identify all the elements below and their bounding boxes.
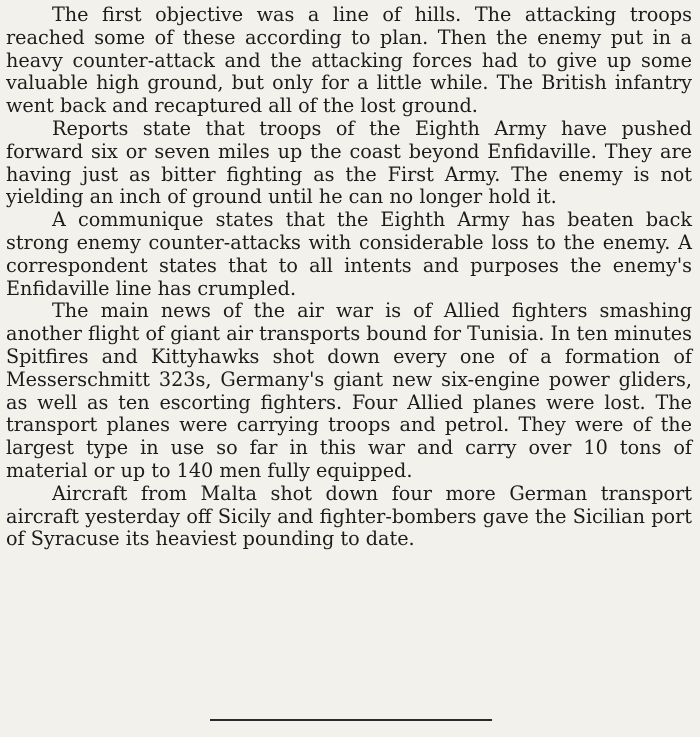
article-paragraph: The first objective was a line of hills. The attacking troops reached some of these according to plan. Then the enemy put in a heavy counter-attack and the attacking forces had to give up some valuable high ground, but only for a little while. The British infantry went back and recaptured all of the lost ground. [6,3,692,118]
article-paragraph: Aircraft from Malta shot down four more German transport aircraft yesterday off Sicily and fighter-bombers gave the Sicilian port of Syracuse its heaviest pounding to date. [6,481,692,551]
article-paragraph: The main news of the air war is of Allied fighters smashing another flight of giant air transports bound for Tunisia. In ten minutes Spitfires and Kittyhawks shot down every one of a formation of Messerschmitt 323s, Germany's giant new six-engine power gliders, as well as ten escorting fighters. Four Allied planes were lost. The transport planes were carrying troops and petrol. They were of the largest type in use so far in this war and carry over 10 tons of material or up to 140 men fully equipped. [6,299,692,482]
article-column [6,4,692,551]
article-paragraph: A communique states that the Eighth Army has beaten back strong enemy counter-attacks with considerable loss to the enemy. A correspondent states that to all intents and purposes the enemy's Enfidaville line has crumpled. [6,208,692,300]
section-divider [210,719,492,721]
article-paragraph: Reports state that troops of the Eighth Army have pushed forward six or seven miles up the coast beyond Enfidaville. They are having just as bitter fighting as the First Army. The enemy is not yielding an inch of ground until he can no longer hold it. [6,116,692,209]
